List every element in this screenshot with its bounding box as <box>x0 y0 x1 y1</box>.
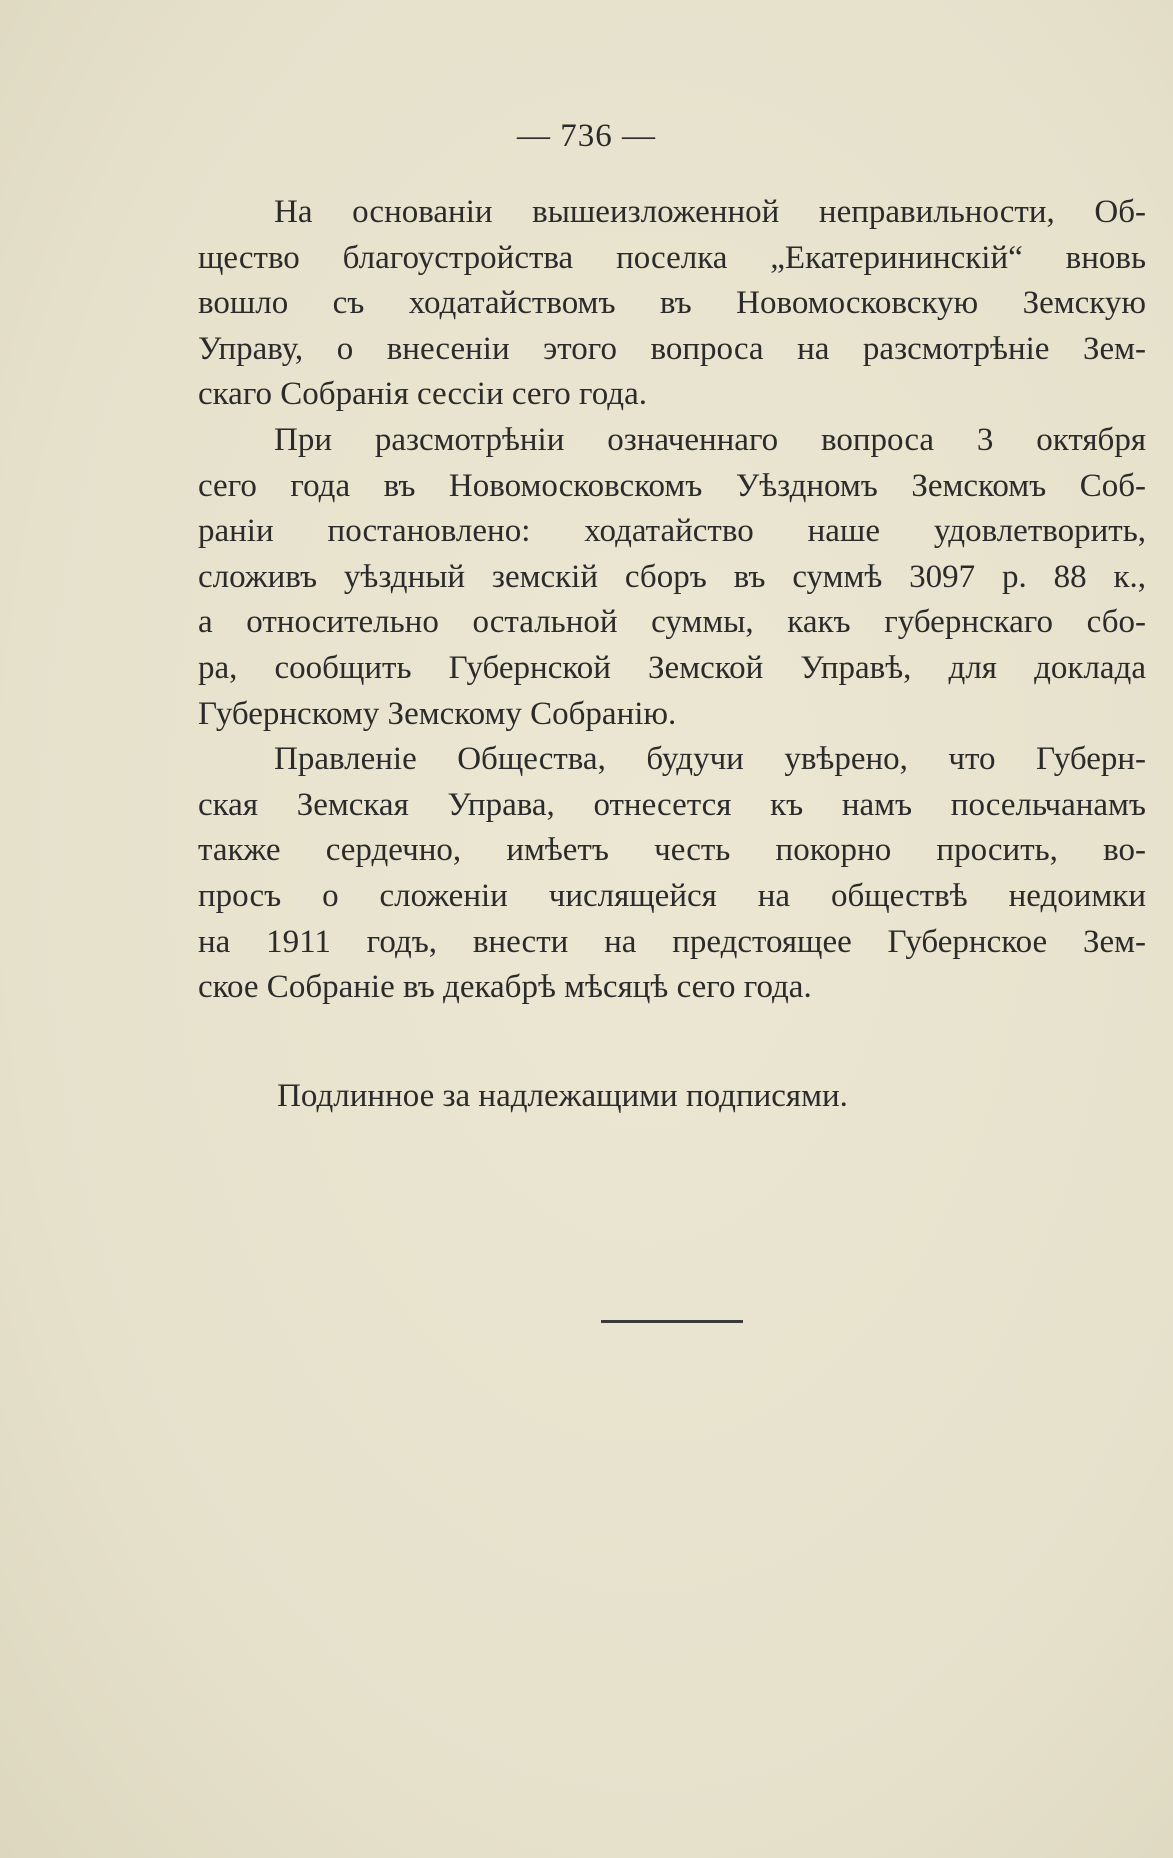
paragraph-2-line-7: Губернскому Земскому Собранiю. <box>198 695 677 732</box>
paragraph-2-line-4: сложивъ уѣздный земскiй сборъ въ суммѣ 3097 р. 88 к., <box>198 558 1146 595</box>
paragraph-2-line-6: ра, сообщить Губернской Земской Управѣ, для доклада <box>198 649 1146 686</box>
body-text <box>198 190 1146 1011</box>
divider-rule <box>601 1320 743 1323</box>
paragraph-3-line-2: ская Земская Управа, отнесется къ намъ посельчанамъ <box>198 786 1146 823</box>
paragraph-3-line-4: просъ о сложенiи числящейся на обществѣ недоимки <box>198 877 1146 914</box>
paragraph-1-line-2: щество благоустройства поселка „Екатерининскiй“ вновь <box>198 239 1146 276</box>
paragraph-2-line-5: а относительно остальной суммы, какъ губернскаго сбо- <box>198 604 1146 641</box>
paragraph-3-line-6: ское Собранiе въ декабрѣ мѣсяцѣ сего года. <box>198 969 812 1006</box>
paragraph-1-line-3: вошло съ ходатайствомъ въ Новомосковскую Земскую <box>198 285 1146 322</box>
paragraph-2-line-3: ранiи постановлено: ходатайство наше удовлетворить, <box>198 513 1146 550</box>
paragraph-2-line-1: При разсмотрѣнiи означеннаго вопроса 3 октября <box>274 421 1146 458</box>
paragraph-1-line-4: Управу, о внесенiи этого вопроса на разсмотрѣнiе Зем- <box>198 330 1146 367</box>
paragraph-3-line-1: Правленiе Общества, будучи увѣрено, что Губерн- <box>274 741 1146 778</box>
closing-text: Подлинное за надлежащими подписями. <box>277 1078 848 1114</box>
paragraph-1-line-5: скаго Собранiя сессiи сего года. <box>198 376 647 413</box>
paragraph-3-line-3: также сердечно, имѣетъ честь покорно просить, во- <box>198 832 1146 869</box>
paragraph-3-line-5: на 1911 годъ, внести на предстоящее Губернское Зем- <box>198 923 1146 960</box>
paragraph-2-line-2: сего года въ Новомосковскомъ Уѣздномъ Земскомъ Соб- <box>198 467 1146 504</box>
closing-line <box>0 1078 1173 1115</box>
page-number: — 736 — <box>517 118 656 154</box>
paragraph-1-line-1: На основанiи вышеизложенной неправильности, Об- <box>274 194 1146 230</box>
